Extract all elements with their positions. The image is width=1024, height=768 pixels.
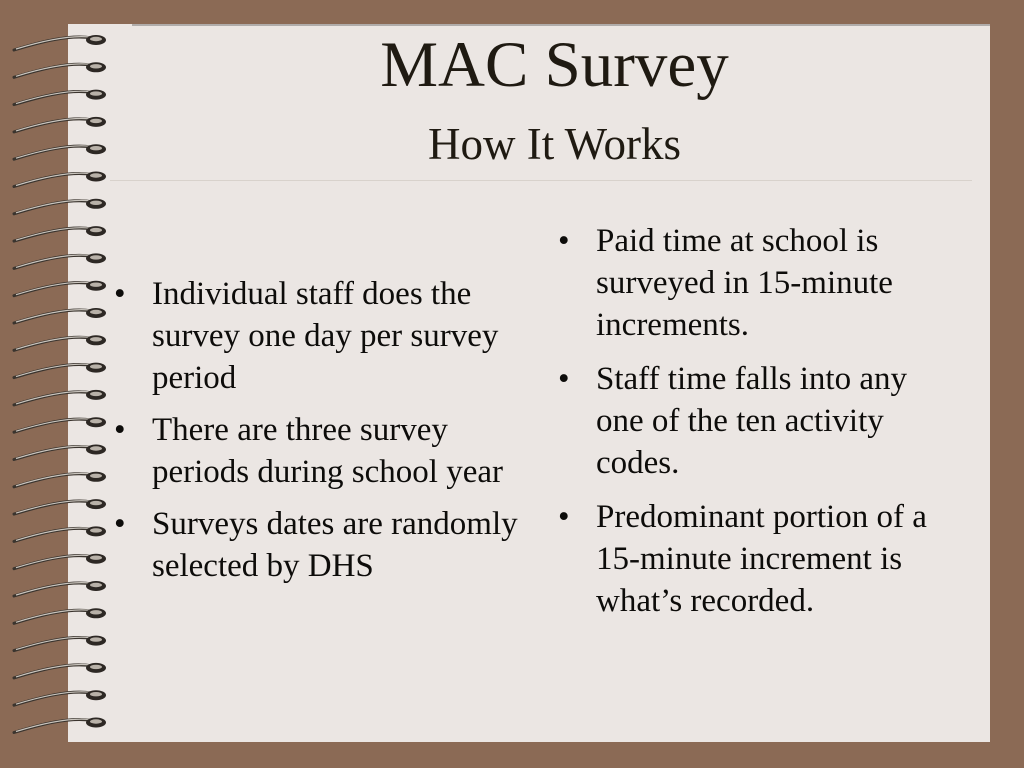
bullet-text: Paid time at school is surveyed in 15-minute increments. — [596, 223, 893, 343]
bullet-item — [114, 409, 524, 493]
bullet-item — [558, 220, 958, 346]
bullet-item — [558, 358, 958, 484]
bullet-icon: • — [558, 223, 570, 259]
bullet-text: Surveys dates are randomly selected by DHS — [152, 506, 518, 584]
bullet-text: Individual staff does the survey one day per survey period — [152, 276, 499, 396]
bullet-icon: • — [114, 412, 126, 448]
bullet-icon: • — [114, 276, 126, 312]
bullet-icon: • — [114, 506, 126, 542]
bullet-item — [114, 503, 524, 587]
title-divider — [110, 180, 972, 181]
bullet-icon: • — [558, 499, 570, 535]
right-bullet-column — [558, 220, 958, 634]
bullet-text: Staff time falls into any one of the ten activity codes. — [596, 361, 908, 481]
bullet-text: Predominant portion of a 15-minute increment is what’s recorded. — [596, 499, 927, 619]
bullet-item — [558, 496, 958, 622]
spiral-binding-icon — [0, 0, 132, 768]
bullet-item — [114, 273, 524, 399]
bullet-text: There are three survey periods during school year — [152, 412, 503, 490]
bullet-icon: • — [558, 361, 570, 397]
slide-subtitle: How It Works — [427, 119, 682, 169]
slide-title: MAC Survey — [380, 29, 729, 101]
left-bullet-column — [114, 273, 524, 597]
